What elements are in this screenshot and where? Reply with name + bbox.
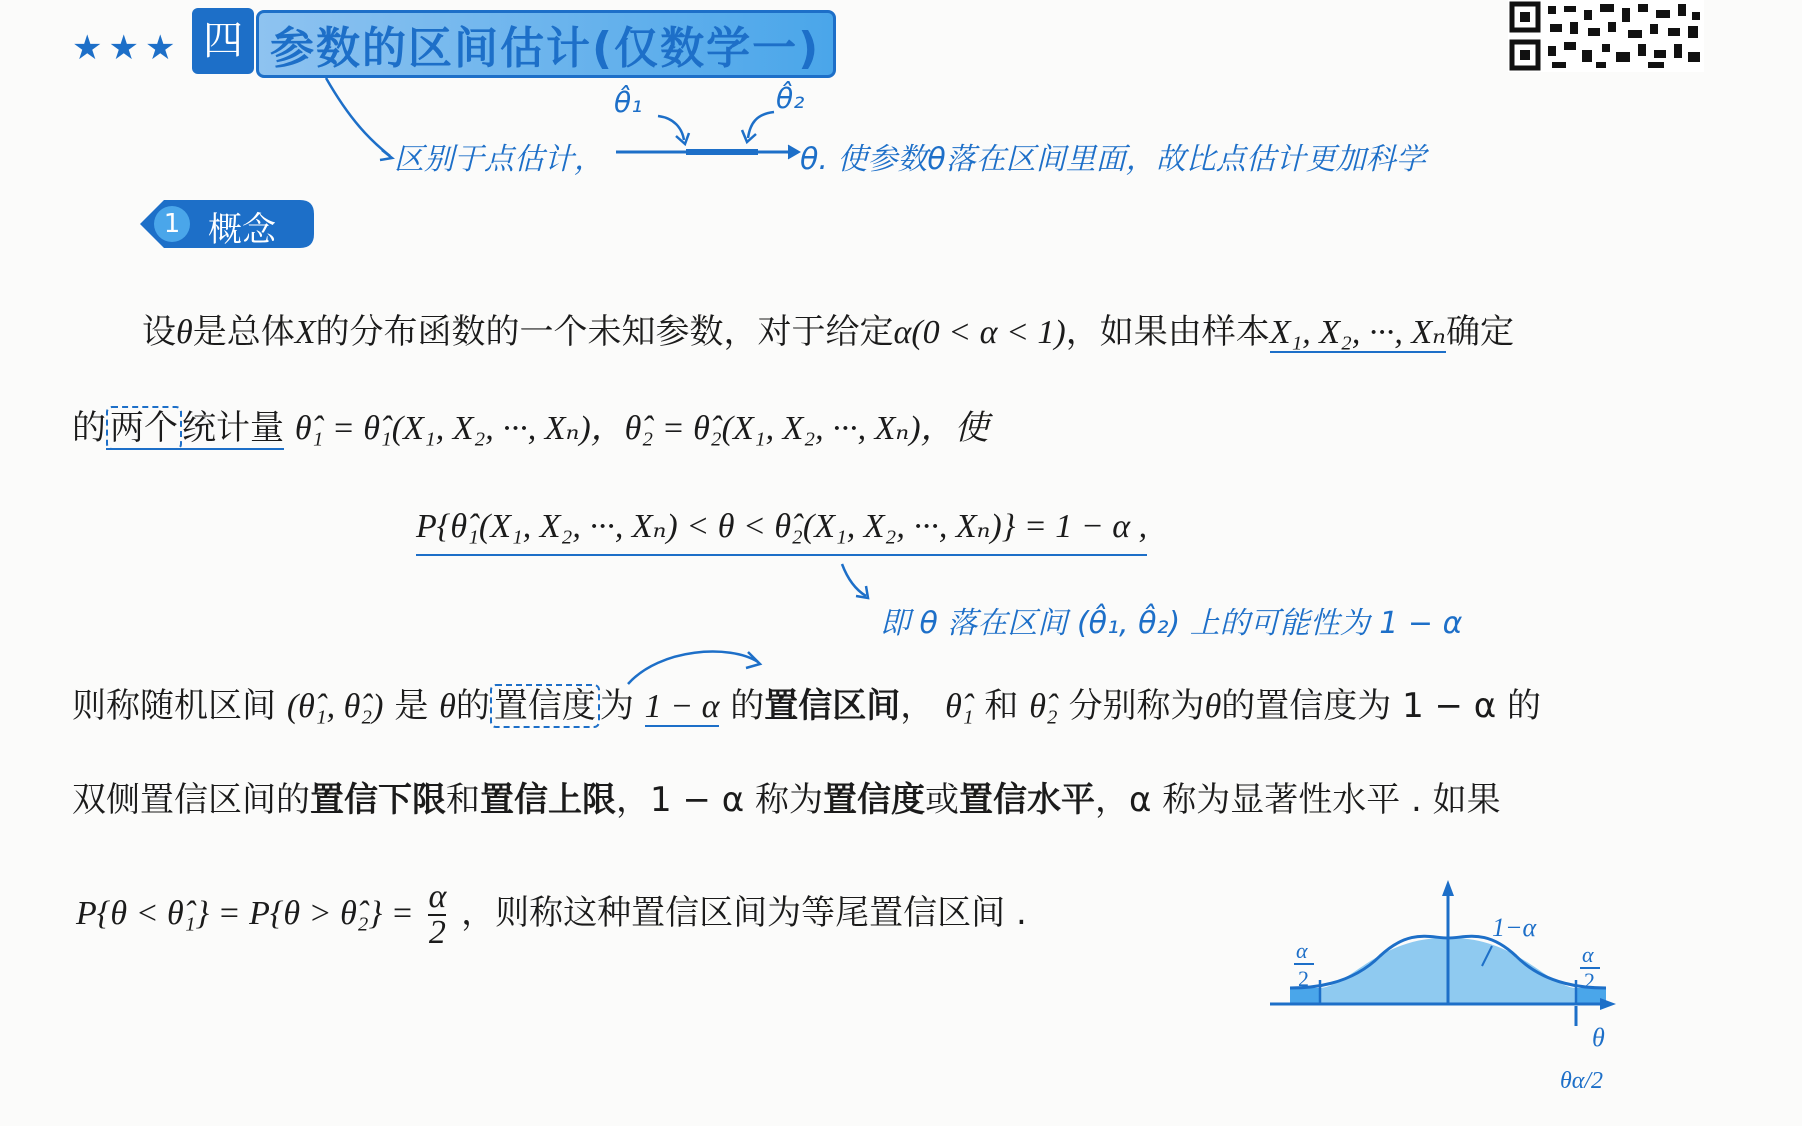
- left-tail-den: 2: [1298, 966, 1309, 991]
- confidence-interval-figure: [1270, 876, 1630, 1116]
- confidence-level-underline: 1 − α: [644, 688, 720, 725]
- section-number: 四: [192, 8, 254, 74]
- middle-label: 1−α: [1492, 913, 1537, 942]
- concept-badge-number: 1: [163, 209, 181, 239]
- para1-line1: 设θ是总体X的分布函数的一个未知参数，对于给定α(0 < α < 1)，如果由样本X₁, X₂, ···, Xₙ确定: [142, 312, 1514, 352]
- tick-label: θα/2: [1560, 1068, 1604, 1094]
- rating-stars: ★★★: [72, 28, 182, 68]
- main-probability-formula: P{θ̂₁(X₁, X₂, ···, Xₙ) < θ < θ̂₂(X₁, X₂, ···, Xₙ)} = 1 − α ,: [416, 506, 1147, 556]
- note-point-estimate: 区别于点估计，: [394, 142, 604, 177]
- two-highlight: 两个: [106, 406, 182, 450]
- alpha-half-fraction: $\frac{\alpha}{2}$: [428, 878, 447, 951]
- note-theta-interval: θ. 使参数θ落在区间里面，故比点估计更加科学: [800, 142, 1426, 177]
- theta1-hat-label: θ̂₁: [614, 86, 643, 119]
- right-tail-den: 2: [1584, 968, 1595, 993]
- qr-code-icon: [1508, 0, 1704, 72]
- statistics-formula: θ̂₁ = θ̂₁(X₁, X₂, ···, Xₙ)，θ̂₂ = θ̂₂(X₁, X₂, ···, Xₙ)，使: [294, 410, 989, 447]
- theta2-hat-label: θ̂₂: [776, 82, 805, 115]
- para2-line1: 则称随机区间 (θ̂₁, θ̂₂) 是 θ的 置信度 为 1 − α 的置信区间， θ̂₁ 和 θ̂₂ 分别称为θ的置信度为 1 − α 的: [72, 686, 1542, 726]
- formula-note: 即 θ 落在区间 (θ̂₁, θ̂₂) 上的可能性为 1 − α: [880, 606, 1463, 641]
- para2-line3: P{θ < θ̂₁} = P{θ > θ̂₂} = $\frac{\alpha}{2}$ ，则称这种置信区间为等尾置信区间 .: [76, 878, 1027, 951]
- note-arrow: [838, 560, 878, 604]
- section-title: 参数的区间估计(仅数学一): [270, 23, 821, 74]
- left-tail-num: α: [1296, 938, 1308, 963]
- confidence-highlight: 置信度: [490, 684, 600, 728]
- sample-underline: X₁, X₂, ···, Xₙ: [1269, 314, 1446, 351]
- concept-badge-label: 概念: [208, 210, 276, 250]
- para1-line2: 的 两个 统计量 θ̂₁ = θ̂₁(X₁, X₂, ···, Xₙ)，θ̂₂ = θ̂₂(X₁, X₂, ···, Xₙ)，使: [72, 408, 989, 448]
- para2-line2: 双侧置信区间的置信下限和置信上限，1 − α 称为置信度或置信水平，α 称为显著性水平 . 如果: [72, 780, 1501, 820]
- right-tail-num: α: [1582, 942, 1594, 967]
- axis-theta-label: θ: [1592, 1023, 1605, 1052]
